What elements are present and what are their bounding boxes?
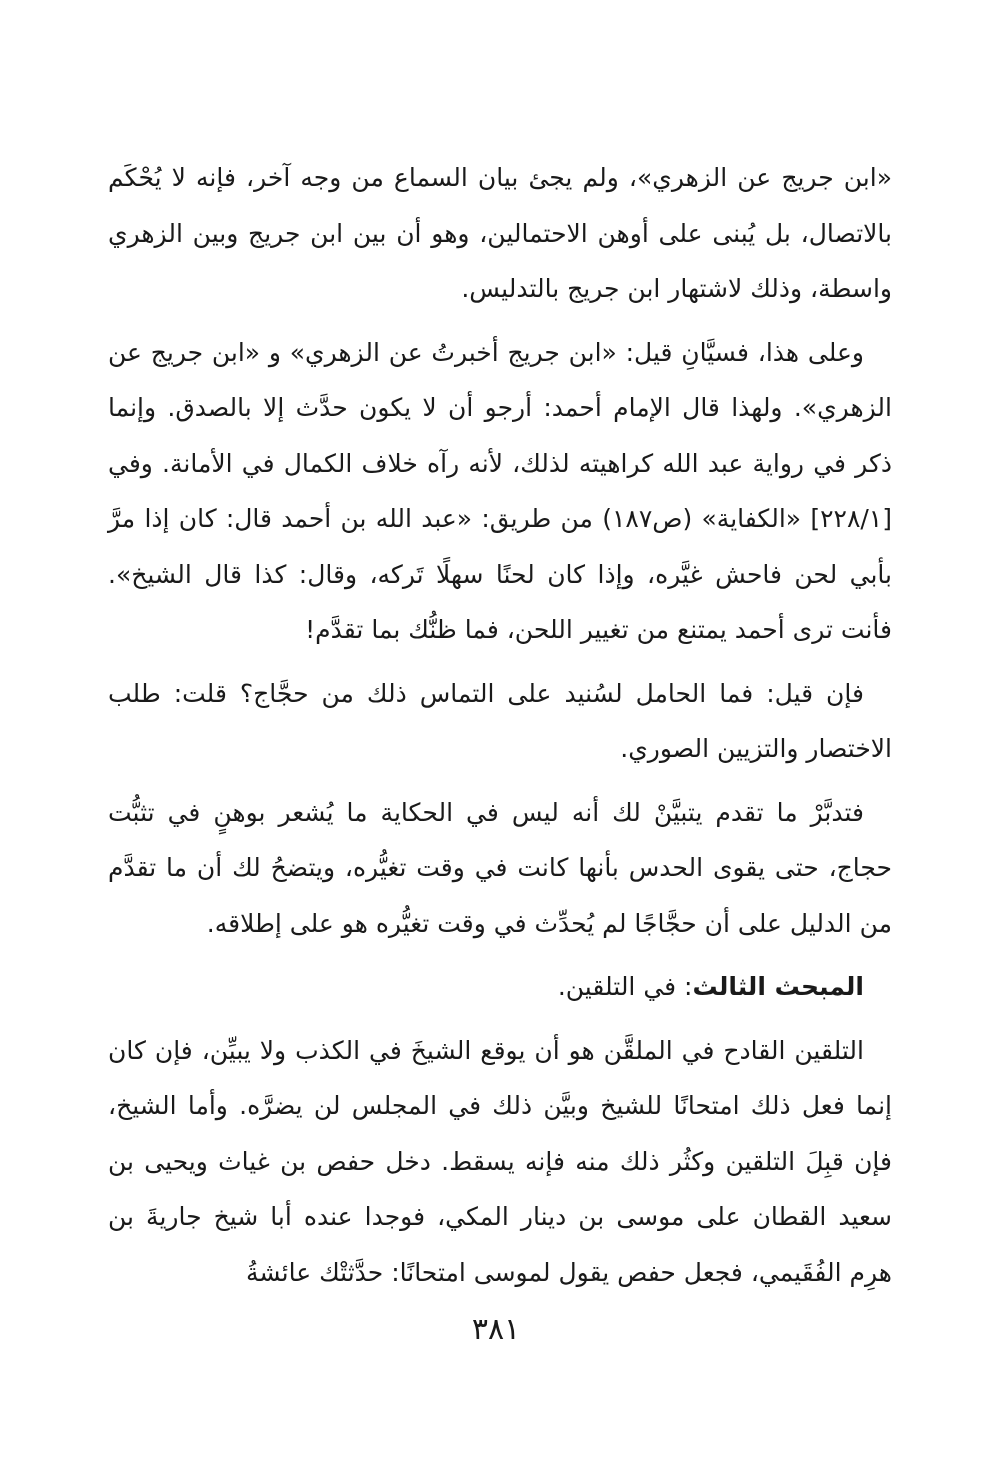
page-number: ٣٨١ [471, 1312, 521, 1347]
paragraph-1: «ابن جريج عن الزهري»، ولم يجئ بيان السماع من وجه آخر، فإنه لا يُحْكَم بالاتصال، بل يُبنى على أوهن الاحتمالين، وهو أن بين ابن جريج وبين الزهري واسطة، وذلك لاشتهار ابن جريج بالتدليس. [108, 163, 892, 303]
page-body-text [108, 150, 892, 1308]
section-heading-title: المبحث الثالث [692, 972, 864, 1001]
section-heading-subtitle: : في التلقين. [557, 972, 693, 1001]
paragraph-2: وعلى هذا، فسيَّانِ قيل: «ابن جريج أخبرتُ عن الزهري» و «ابن جريج عن الزهري». ولهذا قال الإمام أحمد: أرجو أن لا يكون حدَّث إلا بالصدق. وإنما ذكر في رواية عبد الله كراهيته لذلك، لأنه رآه خلاف الكمال في الأمانة. وفي [٢٢٨/١] «الكفاية» (ص١٨٧) من طريق: «عبد الله بن أحمد قال: كان إذا مرَّ بأبي لحن فاحش غيَّره، وإذا كان لحنًا سهلًا تَركه، وقال: كذا قال الشيخ». فأنت ترى أحمد يمتنع من تغيير اللحن، فما ظنُّك بما تقدَّم! [108, 337, 892, 644]
section-heading [108, 959, 892, 1015]
paragraph-3: فإن قيل: فما الحامل لسُنيد على التماس ذلك من حجَّاج؟ قلت: طلب الاختصار والتزيين الصوري. [108, 678, 892, 763]
paragraph-5: التلقين القادح في الملقَّن هو أن يوقع الشيخَ في الكذب ولا يبيِّن، فإن كان إنما فعل ذلك امتحانًا للشيخ وبيَّن ذلك في المجلس لن يضرَّه. وأما الشيخ، فإن قبِلَ التلقين وكثُر ذلك منه فإنه يسقط. دخل حفص بن غياث ويحيى بن سعيد القطان على موسى بن دينار المكي، فوجدا عنده أبا شيخ جاريةَ بن هرِم الفُقَيمي، فجعل حفص يقول لموسى امتحانًا: حدَّثتْك عائشةُ [108, 1035, 892, 1287]
paragraph-4: فتدبَّرْ ما تقدم يتبيَّنْ لك أنه ليس في الحكاية ما يُشعر بوهنٍ في تثبُّت حجاج، حتى يقوى الحدس بأنها كانت في وقت تغيُّره، ويتضحُ لك أن ما تقدَّم من الدليل على أن حجَّاجًا لم يُحدِّث في وقت تغيُّره هو على إطلاقه. [108, 797, 892, 938]
